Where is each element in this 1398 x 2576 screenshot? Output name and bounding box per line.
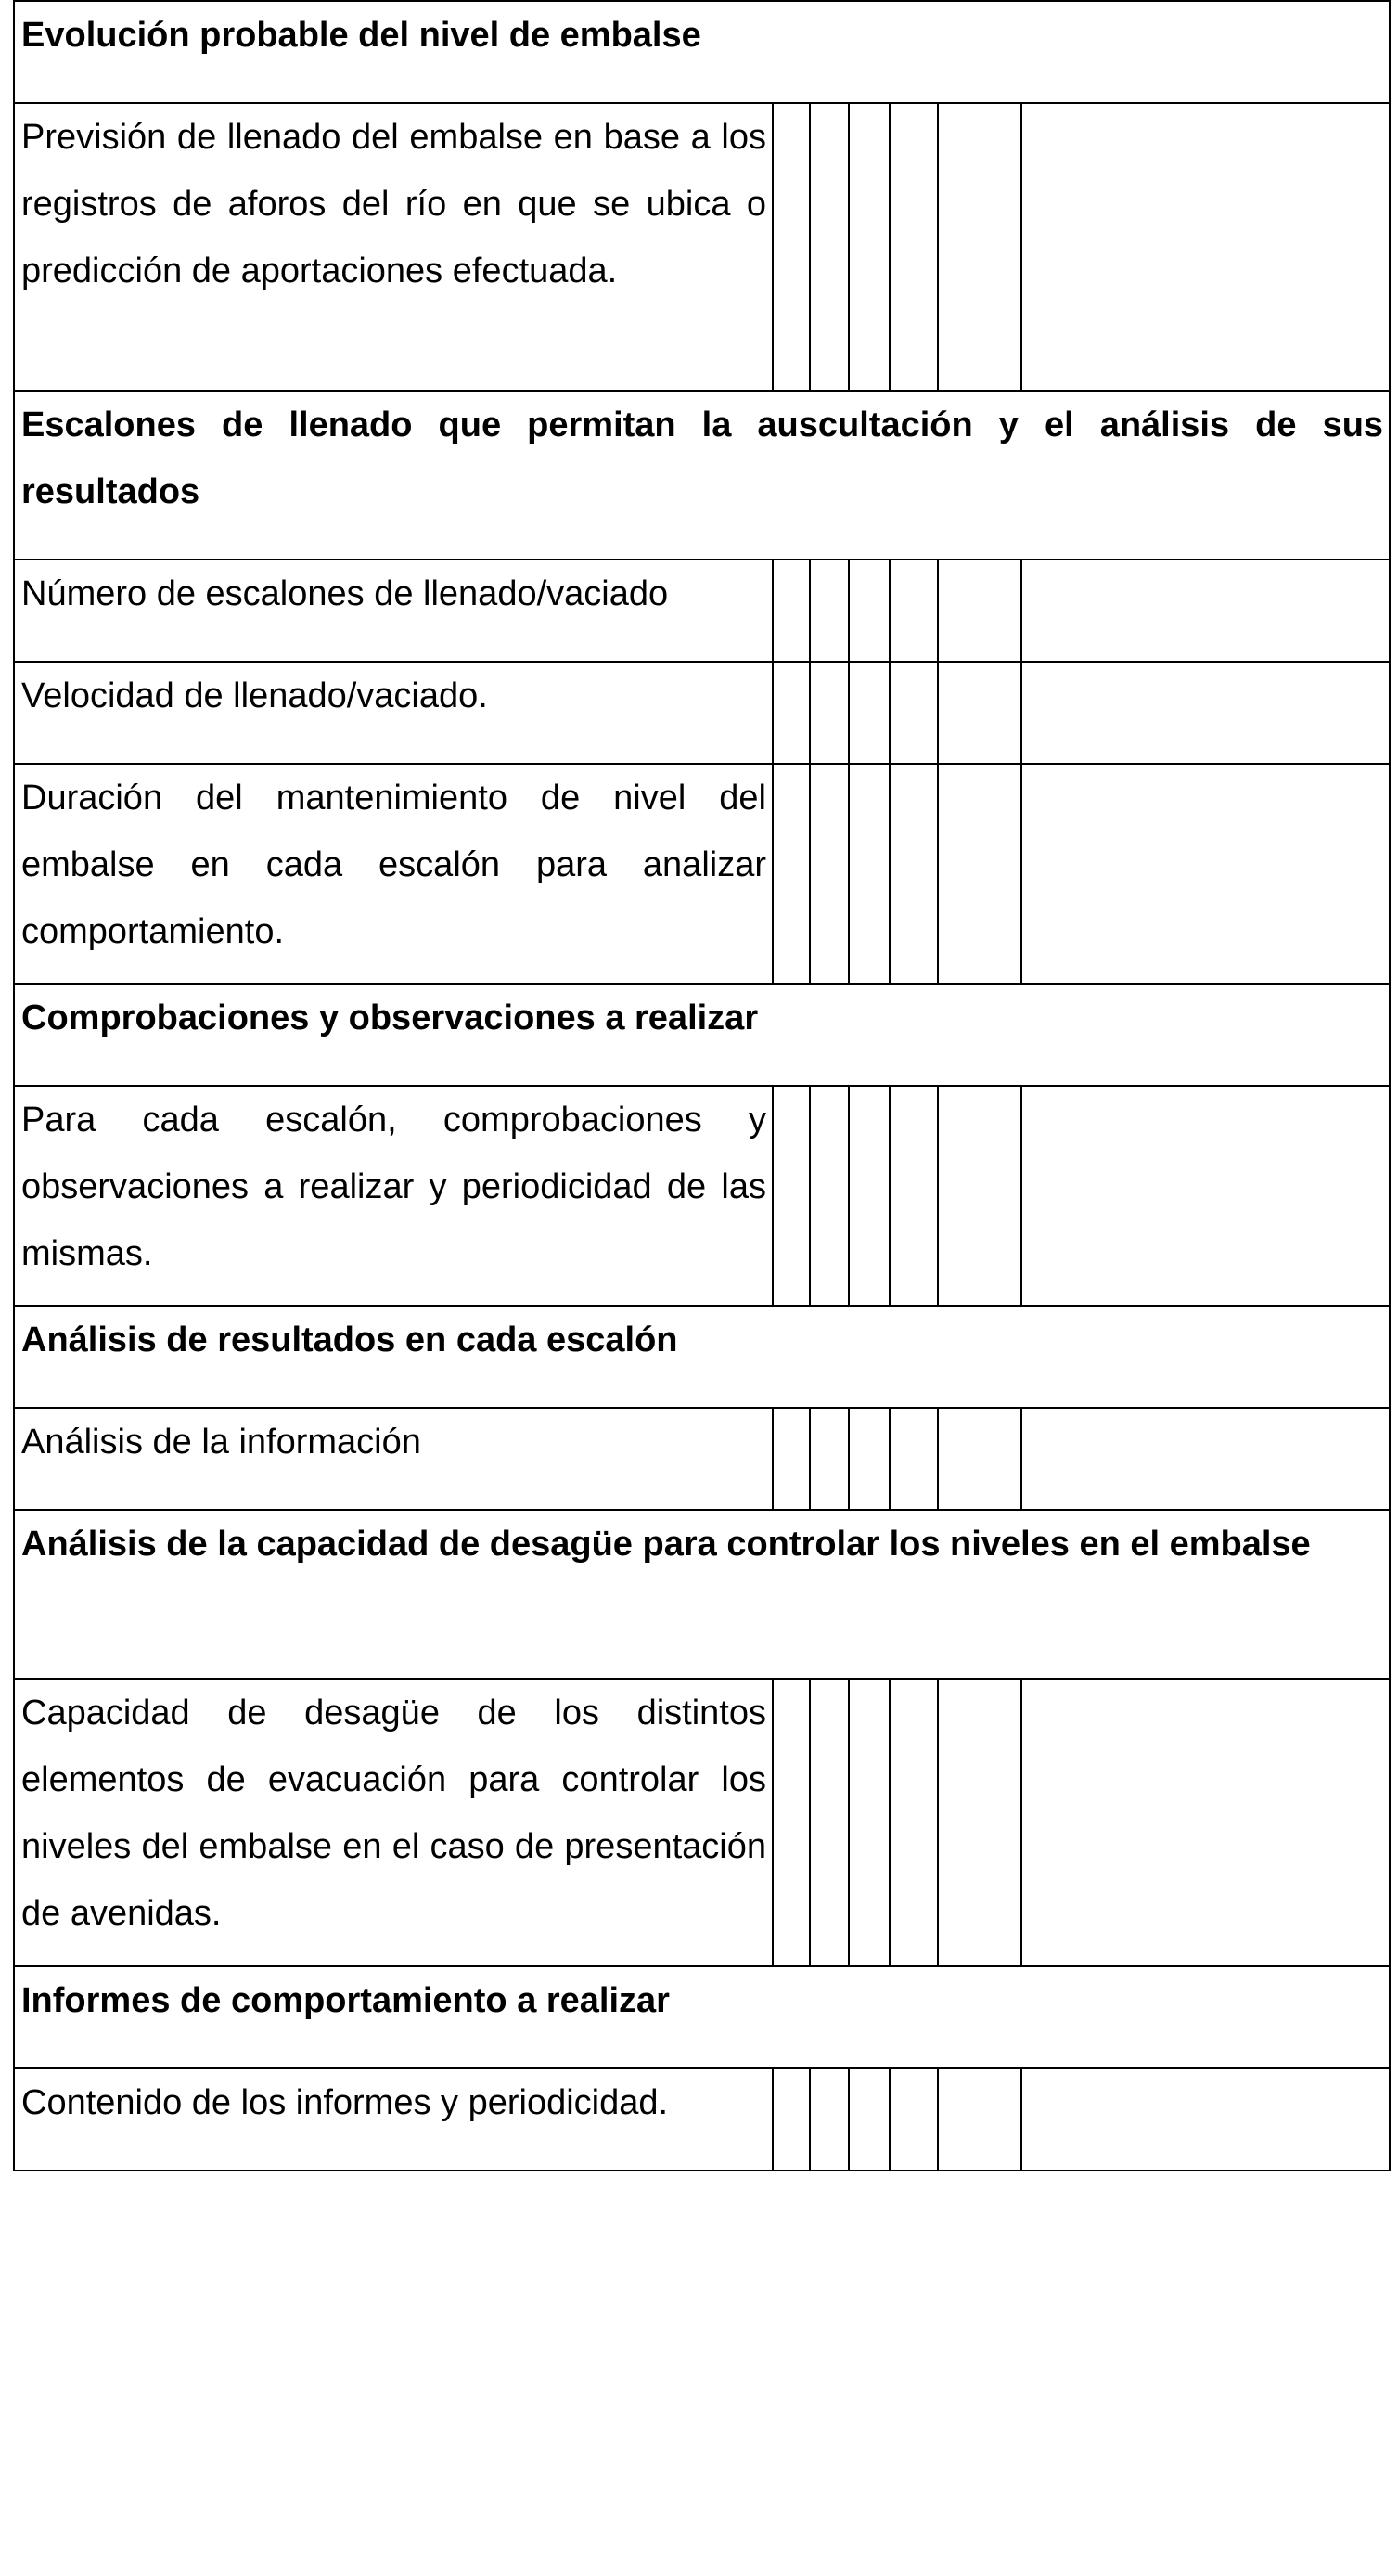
notes-cell[interactable]: [1021, 764, 1390, 984]
section-row: [14, 1510, 1390, 1679]
item-description: Capacidad de desagüe de los distintos elementos de evacuación para controlar los niveles del embalse en el caso de presentación de avenidas.: [14, 1679, 773, 1966]
notes-cell[interactable]: [1021, 1086, 1390, 1306]
item-description: Velocidad de llenado/vaciado.: [14, 662, 773, 764]
section-row: [14, 1306, 1390, 1408]
check-cell[interactable]: [810, 1086, 849, 1306]
check-cell[interactable]: [849, 103, 890, 391]
section-heading: Informes de comportamiento a realizar: [14, 1966, 1390, 2068]
check-cell[interactable]: [938, 764, 1021, 984]
section-row: [14, 1, 1390, 103]
notes-cell[interactable]: [1021, 1408, 1390, 1510]
check-cell[interactable]: [810, 1679, 849, 1966]
check-cell[interactable]: [938, 1408, 1021, 1510]
check-cell[interactable]: [849, 764, 890, 984]
section-heading: Escalones de llenado que permitan la auscultación y el análisis de sus resultados: [14, 391, 1390, 560]
check-cell[interactable]: [938, 1086, 1021, 1306]
notes-cell[interactable]: [1021, 1679, 1390, 1966]
check-cell[interactable]: [890, 103, 938, 391]
check-cell[interactable]: [773, 764, 810, 984]
check-cell[interactable]: [810, 560, 849, 662]
check-cell[interactable]: [890, 764, 938, 984]
check-cell[interactable]: [810, 1408, 849, 1510]
item-description: Contenido de los informes y periodicidad.: [14, 2068, 773, 2170]
section-heading: Comprobaciones y observaciones a realizar: [14, 984, 1390, 1086]
section-heading: Análisis de resultados en cada escalón: [14, 1306, 1390, 1408]
table-row: [14, 103, 1390, 391]
check-cell[interactable]: [849, 2068, 890, 2170]
check-cell[interactable]: [938, 662, 1021, 764]
check-cell[interactable]: [849, 1679, 890, 1966]
check-cell[interactable]: [849, 560, 890, 662]
check-cell[interactable]: [890, 662, 938, 764]
table-row: [14, 764, 1390, 984]
item-description: Previsión de llenado del embalse en base a los registros de aforos del río en que se ubica o predicción de aportaciones efectuada.: [14, 103, 773, 391]
check-cell[interactable]: [810, 662, 849, 764]
table-row: [14, 560, 1390, 662]
check-cell[interactable]: [773, 1086, 810, 1306]
item-description: Análisis de la información: [14, 1408, 773, 1510]
check-cell[interactable]: [849, 1086, 890, 1306]
check-cell[interactable]: [810, 764, 849, 984]
item-description: Duración del mantenimiento de nivel del embalse en cada escalón para analizar comportamiento.: [14, 764, 773, 984]
check-cell[interactable]: [938, 1679, 1021, 1966]
section-row: [14, 391, 1390, 560]
check-cell[interactable]: [773, 103, 810, 391]
check-cell[interactable]: [773, 2068, 810, 2170]
check-cell[interactable]: [773, 560, 810, 662]
section-heading: Evolución probable del nivel de embalse: [14, 1, 1390, 103]
item-description: Número de escalones de llenado/vaciado: [14, 560, 773, 662]
check-cell[interactable]: [890, 1086, 938, 1306]
table-row: [14, 1086, 1390, 1306]
check-cell[interactable]: [810, 2068, 849, 2170]
notes-cell[interactable]: [1021, 662, 1390, 764]
check-cell[interactable]: [773, 1408, 810, 1510]
check-cell[interactable]: [938, 2068, 1021, 2170]
check-cell[interactable]: [849, 662, 890, 764]
check-cell[interactable]: [773, 662, 810, 764]
notes-cell[interactable]: [1021, 560, 1390, 662]
table-row: [14, 662, 1390, 764]
section-row: [14, 984, 1390, 1086]
check-cell[interactable]: [890, 2068, 938, 2170]
notes-cell[interactable]: [1021, 2068, 1390, 2170]
check-cell[interactable]: [938, 560, 1021, 662]
check-cell[interactable]: [890, 1679, 938, 1966]
section-row: [14, 1966, 1390, 2068]
check-cell[interactable]: [890, 1408, 938, 1510]
table-row: [14, 1408, 1390, 1510]
check-cell[interactable]: [890, 560, 938, 662]
check-cell[interactable]: [810, 103, 849, 391]
section-heading: Análisis de la capacidad de desagüe para controlar los niveles en el embalse: [14, 1510, 1390, 1679]
inspection-checklist-table: [13, 0, 1391, 2171]
check-cell[interactable]: [849, 1408, 890, 1510]
table-row: [14, 1679, 1390, 1966]
item-description: Para cada escalón, comprobaciones y observaciones a realizar y periodicidad de las mismas.: [14, 1086, 773, 1306]
check-cell[interactable]: [773, 1679, 810, 1966]
check-cell[interactable]: [938, 103, 1021, 391]
notes-cell[interactable]: [1021, 103, 1390, 391]
table-row: [14, 2068, 1390, 2170]
